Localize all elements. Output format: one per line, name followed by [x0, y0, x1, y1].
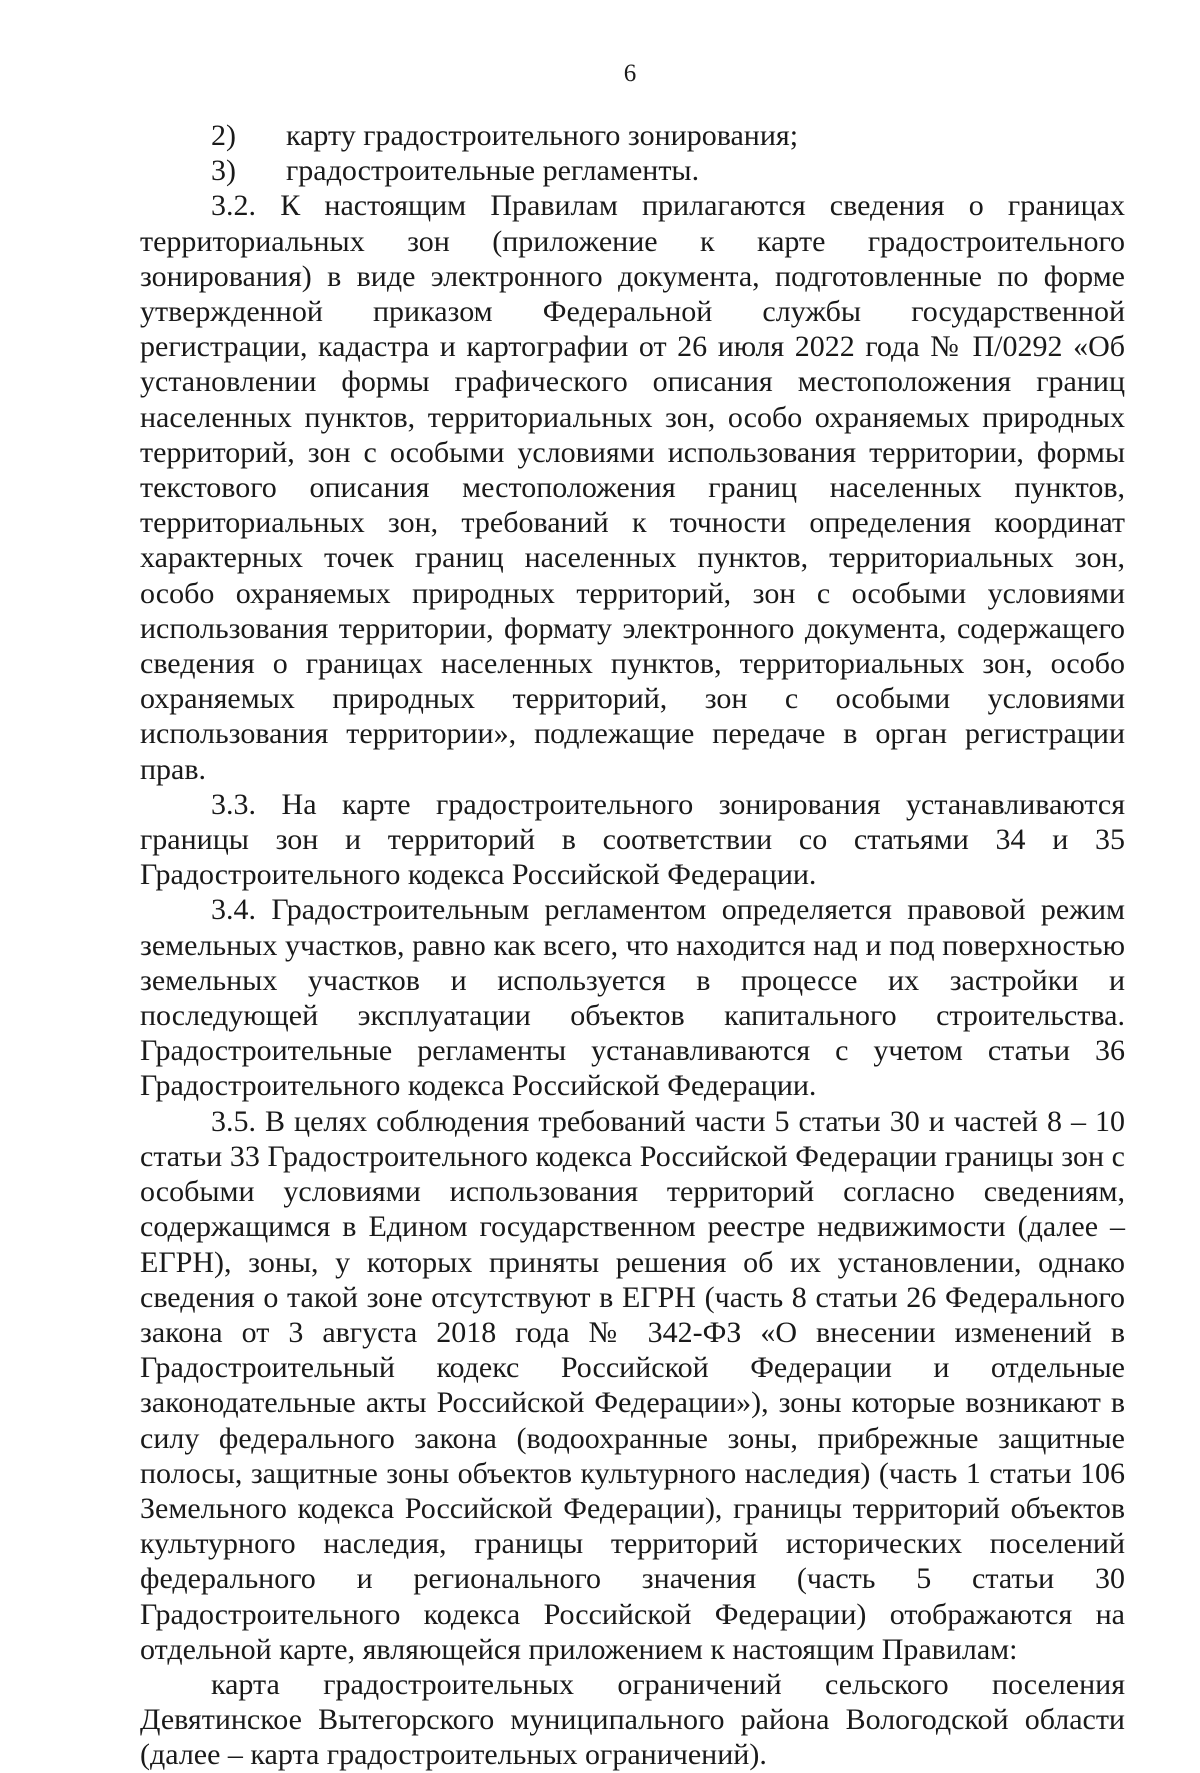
page-number: 6 [623, 60, 637, 87]
document-body [140, 118, 1125, 1773]
paragraph-3-3: 3.3. На карте градостроительного зонирования устанавливаются границы зон и территорий в соответствии со статьями 34 и 35 Градостроительного кодекса Российской Федерации. [140, 787, 1125, 892]
paragraph-3-2: 3.2. К настоящим Правилам прилагаются сведения о границах территориальных зон (приложение к карте градостроительного зонирования) в виде электронного документа, подготовленные по форме утвержденной приказом Федеральной службы государственной регистрации, кадастра и картографии от 26 июля 2022 года № П/0292 «Об установлении формы графического описания местоположения границ населенных пунктов, территориальных зон, особо охраняемых природных территорий, зон с особыми условиями использования территории, формы текстового описания местоположения границ населенных пунктов, территориальных зон, требований к точности определения координат характерных точек границ населенных пунктов, территориальных зон, особо охраняемых природных территорий, зон с особыми условиями использования территории, формату электронного документа, содержащего сведения о границах населенных пунктов, территориальных зон, особо охраняемых природных территорий, зон с особыми условиями использования территории», подлежащие передаче в орган регистрации прав. [140, 189, 1125, 786]
list-item [140, 153, 1125, 188]
list-item-text: карту градостроительного зонирования; [286, 119, 799, 152]
list-item [140, 118, 1125, 153]
paragraph-3-4: 3.4. Градостроительным регламентом определяется правовой режим земельных участков, равно как всего, что находится над и под поверхностью земельных участков и используется в процессе их застройки и последующей эксплуатации объектов капитального строительства. Градостроительные регламенты устанавливаются с учетом статьи 36 Градостроительного кодекса Российской Федерации. [140, 893, 1125, 1103]
list-item-number: 2) [211, 119, 236, 152]
paragraph-3-5: 3.5. В целях соблюдения требований части 5 статьи 30 и частей 8 – 10 статьи 33 Градостроительного кодекса Российской Федерации границы зон с особыми условиями использования территорий согласно сведениям, содержащимся в Едином государственном реестре недвижимости (далее – ЕГРН), зоны, у которых приняты решения об их установлении, однако сведения о такой зоне отсутствуют в ЕГРН (часть 8 статьи 26 Федерального закона от 3 августа 2018 года № 342-ФЗ «О внесении изменений в Градостроительный кодекс Российской Федерации и отдельные законодательные акты Российской Федерации»), зоны которые возникают в силу федерального закона (водоохранные зоны, прибрежные защитные полосы, защитные зоны объектов культурного наследия) (часть 1 статьи 106 Земельного кодекса Российской Федерации), границы территорий объектов культурного наследия, границы территорий исторических поселений федерального и регионального значения (часть 5 статьи 30 Градостроительного кодекса Российской Федерации) отображаются на отдельной карте, являющейся приложением к настоящим Правилам: [140, 1104, 1125, 1666]
paragraph-map-restrictions: карта градостроительных ограничений сельского поселения Девятинское Вытегорского муниципального района Вологодской области (далее – карта градостроительных ограничений). [140, 1667, 1125, 1772]
list-item-text: градостроительные регламенты. [286, 154, 700, 188]
list-item-number: 3) [211, 154, 236, 188]
